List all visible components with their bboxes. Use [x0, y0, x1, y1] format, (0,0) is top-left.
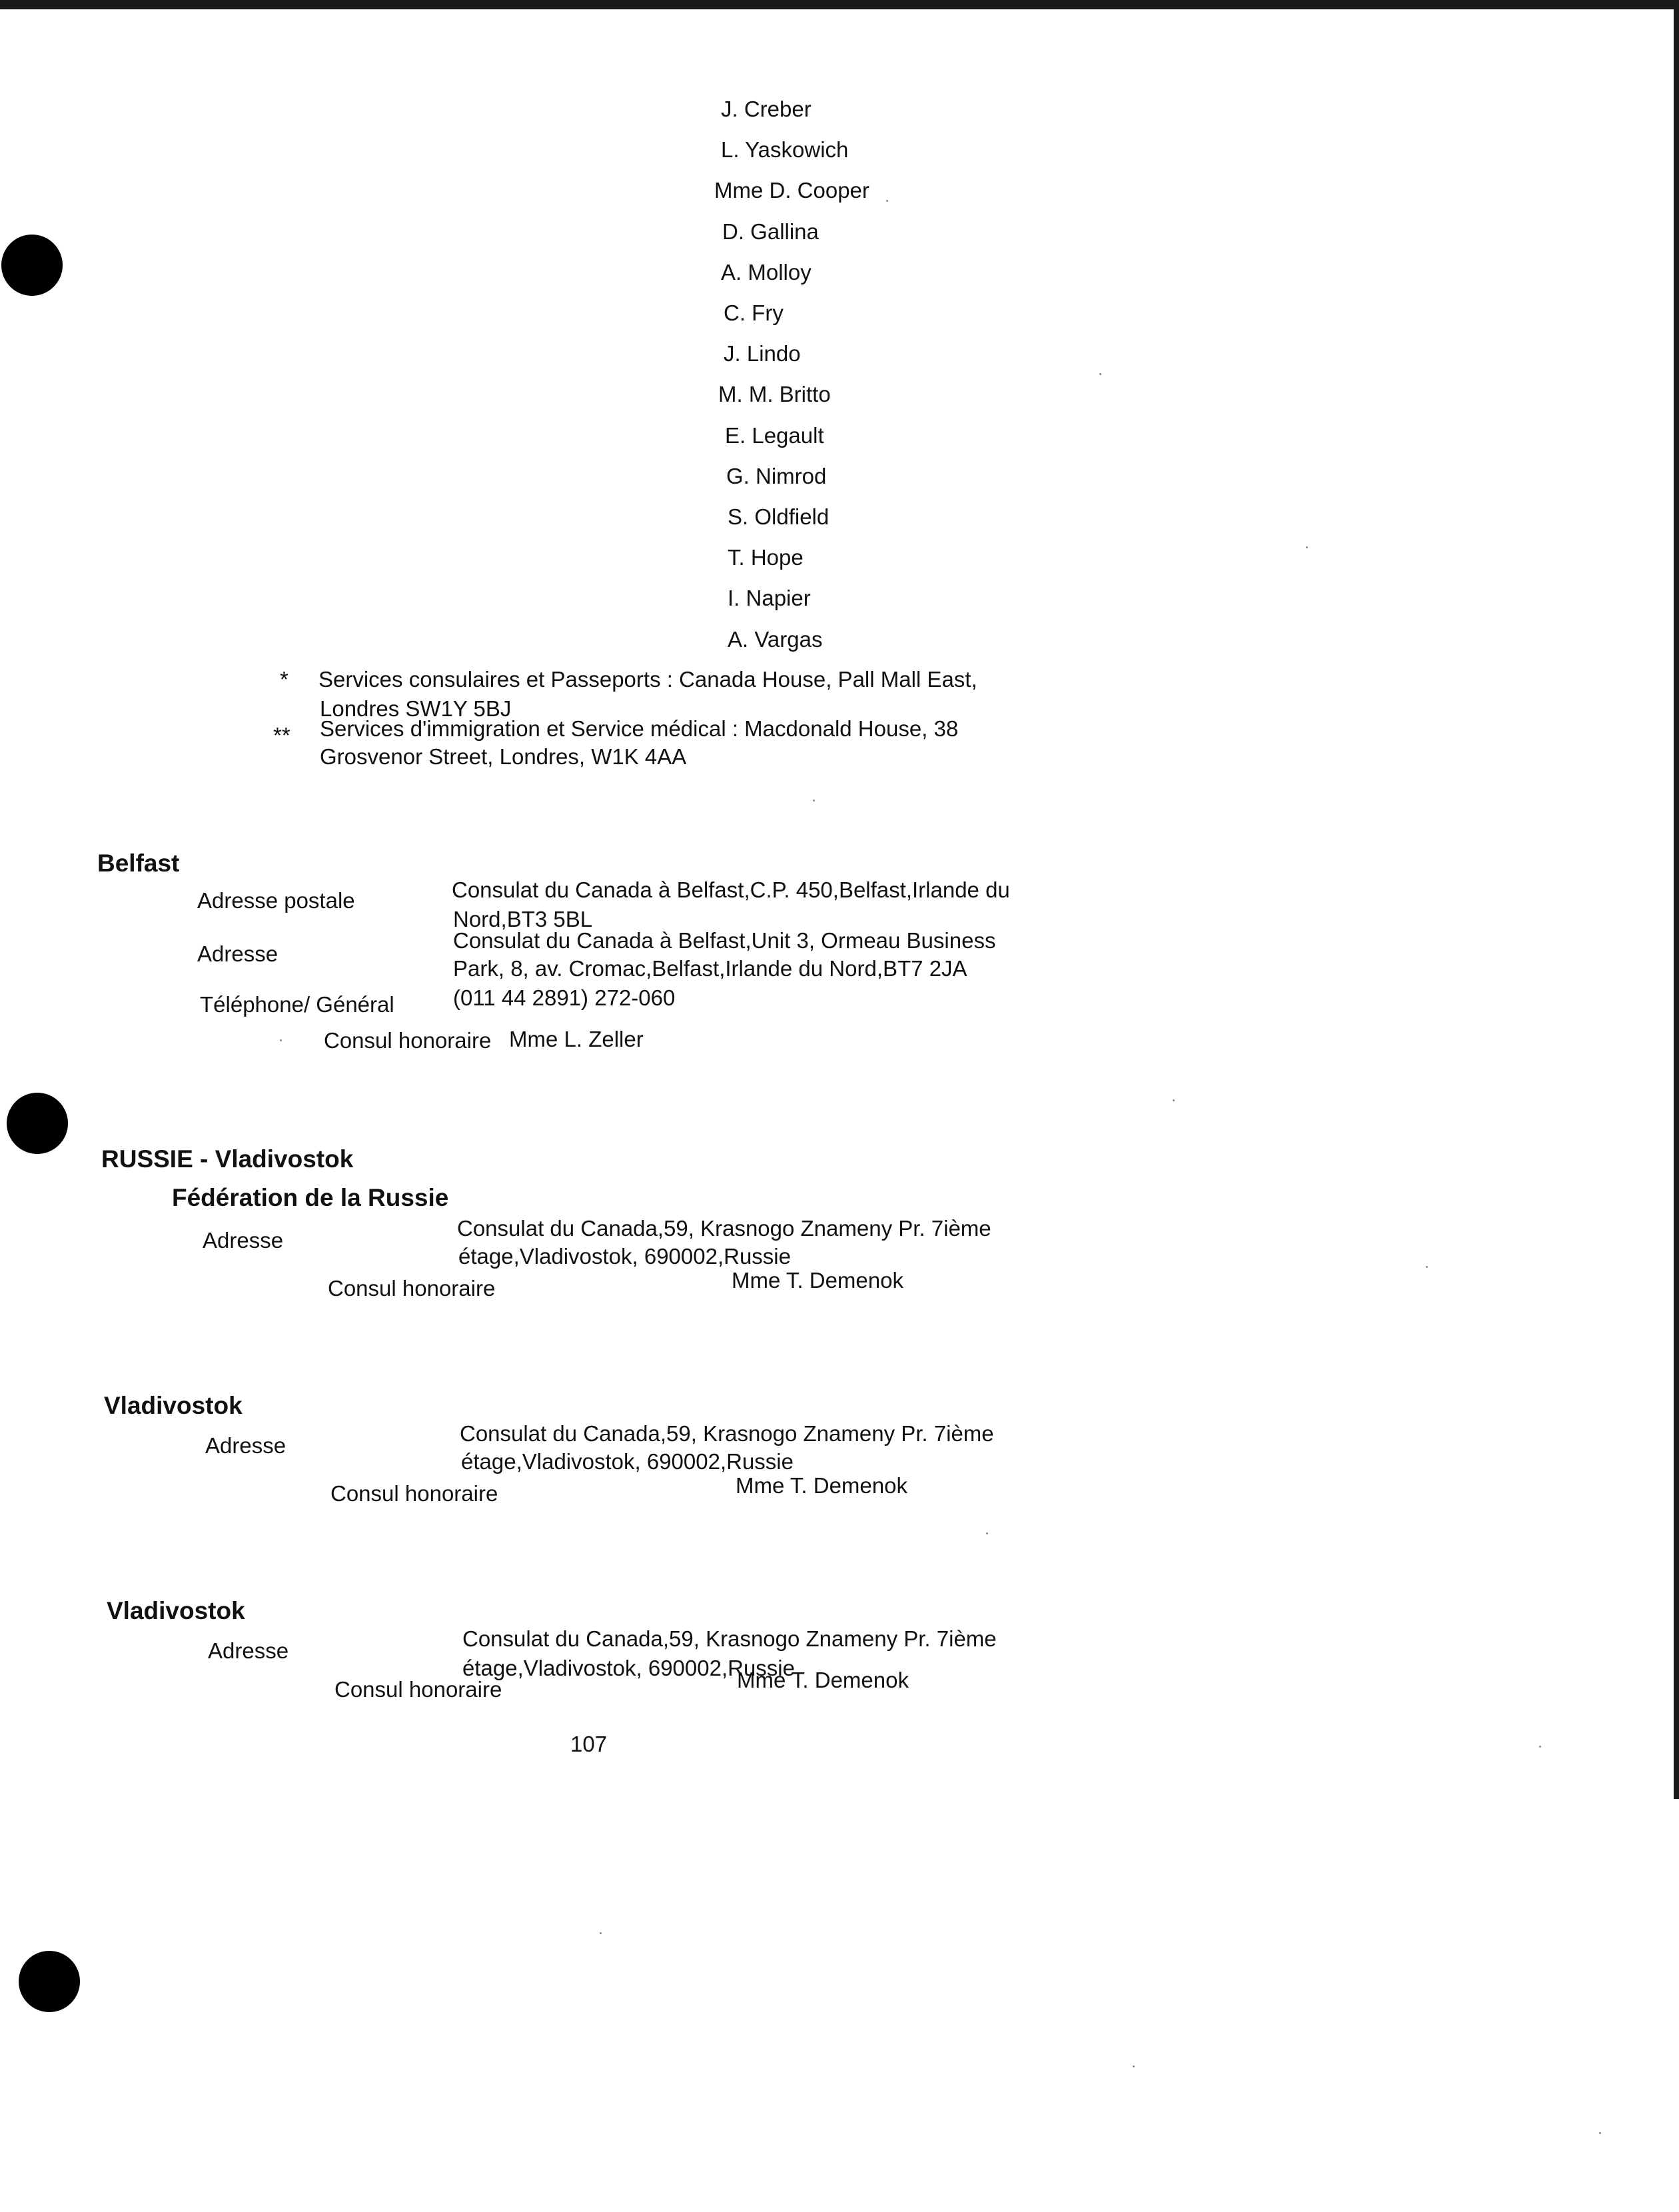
- street-address: étage,Vladivostok, 690002,Russie: [461, 1449, 794, 1474]
- scan-right-border: [1674, 0, 1679, 1799]
- staff-name: I. Napier: [728, 586, 811, 610]
- street-address: Consulat du Canada,59, Krasnogo Znameny Pr. 7ième: [457, 1216, 991, 1241]
- staff-name: S. Oldfield: [728, 504, 830, 529]
- field-label: Consul honoraire: [330, 1481, 498, 1506]
- field-label: Consul honoraire: [328, 1276, 496, 1301]
- consul-name: Mme T. Demenok: [732, 1268, 903, 1293]
- section-heading: Belfast: [97, 849, 180, 877]
- street-address: Consulat du Canada,59, Krasnogo Znameny Pr. 7ième: [460, 1421, 994, 1446]
- staff-name: Mme D. Cooper: [714, 178, 869, 203]
- street-address: Consulat du Canada,59, Krasnogo Znameny Pr. 7ième: [462, 1626, 997, 1651]
- staff-name: T. Hope: [728, 545, 804, 570]
- staff-name: L. Yaskowich: [721, 137, 849, 162]
- footnote-text: Grosvenor Street, Londres, W1K 4AA: [320, 744, 687, 769]
- street-address: Consulat du Canada à Belfast,Unit 3, Ormeau Business: [453, 928, 996, 953]
- consul-name: Mme L. Zeller: [509, 1027, 644, 1051]
- postal-address: Nord,BT3 5BL: [453, 907, 593, 931]
- staff-name: D. Gallina: [722, 219, 819, 244]
- street-address: Park, 8, av. Cromac,Belfast,Irlande du Nord,BT7 2JA: [453, 956, 967, 981]
- phone-number: (011 44 2891) 272-060: [453, 985, 676, 1010]
- field-label: Adresse: [203, 1228, 284, 1253]
- staff-name: J. Creber: [721, 97, 812, 121]
- punch-hole-bottom: [19, 1951, 80, 2012]
- field-label: Consul honoraire: [324, 1028, 492, 1053]
- field-label: Adresse: [197, 941, 279, 966]
- staff-name: J. Lindo: [724, 341, 801, 366]
- staff-name: A. Vargas: [728, 627, 823, 652]
- consul-name: Mme T. Demenok: [737, 1668, 909, 1692]
- field-label: Adresse: [208, 1638, 289, 1663]
- field-label: Adresse: [205, 1433, 286, 1458]
- staff-name: A. Molloy: [721, 260, 812, 284]
- page-number: 107: [570, 1732, 608, 1756]
- punch-hole-top: [1, 235, 63, 296]
- field-label: Téléphone/ Général: [200, 992, 394, 1017]
- scan-top-border: [0, 0, 1679, 9]
- consul-name: Mme T. Demenok: [736, 1473, 907, 1498]
- footnote-text: Services consulaires et Passeports : Canada House, Pall Mall East,: [318, 667, 977, 692]
- staff-name: G. Nimrod: [726, 464, 827, 488]
- field-label: Adresse postale: [197, 888, 355, 913]
- staff-name: C. Fry: [724, 300, 784, 325]
- section-heading: RUSSIE - Vladivostok: [101, 1145, 354, 1173]
- footnote-marker: **: [273, 723, 290, 748]
- punch-hole-middle: [7, 1093, 68, 1154]
- postal-address: Consulat du Canada à Belfast,C.P. 450,Belfast,Irlande du: [452, 877, 1010, 902]
- street-address: étage,Vladivostok, 690002,Russie: [462, 1656, 795, 1680]
- staff-name: M. M. Britto: [718, 382, 831, 406]
- staff-name: E. Legault: [725, 423, 824, 448]
- section-subheading: Fédération de la Russie: [172, 1184, 449, 1211]
- field-label: Consul honoraire: [334, 1677, 502, 1702]
- street-address: étage,Vladivostok, 690002,Russie: [458, 1244, 791, 1269]
- section-heading: Vladivostok: [104, 1392, 243, 1419]
- footnote-text: Londres SW1Y 5BJ: [320, 696, 512, 721]
- footnote-marker: *: [280, 667, 288, 692]
- footnote-text: Services d'immigration et Service médical : Macdonald House, 38: [320, 716, 959, 741]
- section-heading: Vladivostok: [107, 1597, 245, 1624]
